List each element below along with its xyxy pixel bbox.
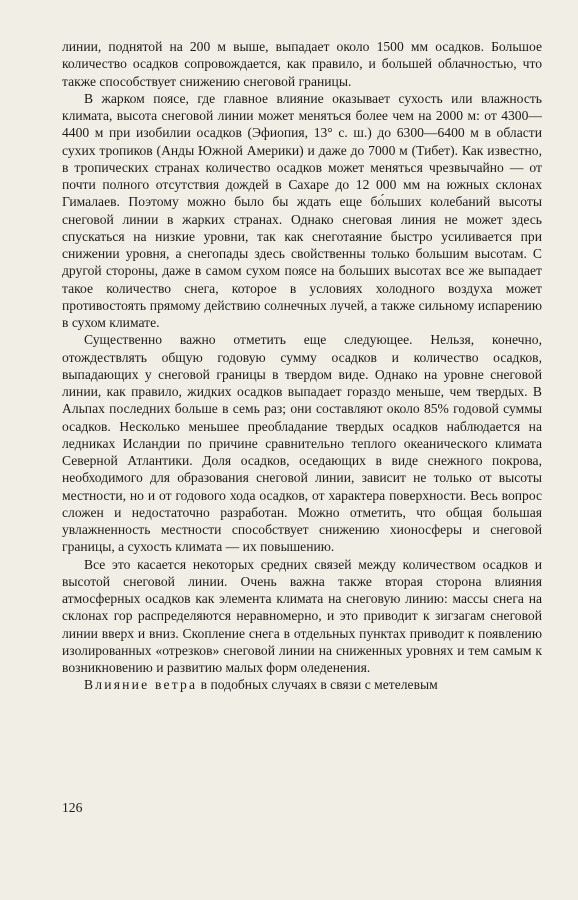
paragraph-continuation: линии, поднятой на 200 м выше, выпадает около 1500 мм осадков. Большое количество осадков сопровождается, как правило, и большей облачностью, что также способствует снижению снеговой границы. (62, 39, 542, 89)
page-number: 126 (62, 800, 83, 815)
spaced-heading: Влияние ветра (84, 677, 198, 693)
paragraph-snow-distribution: Все это касается некоторых средних связей между количеством осадков и высотой снеговой линии. Очень важна также вторая сторона влияния атмосферных осадков как элемента климата на снеговую линию: массы снега на склонах гор распределяются неравномерно, и это приводит к зигзагам снеговой линии вверх и вниз. Скопление снега в отдельных пунктах приводит к появлению изолированных «отрезков» снеговой линии на сниженных уровнях и тем самым к возникновению и развитию малых форм оледенения. (62, 556, 542, 675)
last-line-text: в подобных случаях в связи с метелевым (197, 677, 438, 693)
paragraph-solid-precipitation: Существенно важно отметить еще следующее. Нельзя, конечно, отождествлять общую годовую сумму осадков и количество осадков, выпадающих у снеговой границы в твердом виде. Однако на уровне снеговой линии, как правило, жидких осадков выпадает гораздо меньше, чем твердых. В Альпах последних больше в семь раз; они составляют около 85% годовой суммы осадков. Несколько меньшее преобладание твердых осадков наблюдается на ледниках Исландии по причине сравнительно теплого океанического климата Северной Атлантики. Доля осадков, оседающих в виде снежного покрова, необходимого для образования снеговой линии, зависит не только от высоты местности, но и от годового хода осадков, от характера поверхности. Весь вопрос сложен и недостаточно разработан. Можно отметить, что общая большая увлажненность местности способствует снижению хионосферы и снеговой границы, а сухость климата — их повышению. (62, 332, 542, 555)
body-text (62, 38, 542, 694)
paragraph-wind-influence (62, 676, 542, 693)
paragraph-hot-zone: В жарком поясе, где главное влияние оказывает сухость или влажность климата, высота снеговой линии может меняться более чем на 2000 м: от 4300—4400 м при изобилии осадков (Эфиопия, 13° с. ш.) до 6300—6400 м в области сухих тропиков (Анды Южной Америки) и даже до 7000 м (Тибет). Как известно, в тропических странах количество осадков может меняться чрезвычайно — от почти полного отсутствия дождей в Сахаре до 12 000 мм на южных склонах Гималаев. Поэтому можно было бы ждать еще бо́льших колебаний высоты снеговой линии в жарких странах. Однако снеговая линия не может здесь спускаться на низкие уровни, так как снеготаяние быстро усиливается при снижении уровня, а снегопады здесь свойственны только большим высотам. С другой стороны, даже в самом сухом поясе на больших высотах все же выпадает такое количество снега, которое в условиях холодного воздуха может противостоять прямому действию солнечных лучей, а также сильному испарению в сухом климате. (62, 90, 542, 330)
